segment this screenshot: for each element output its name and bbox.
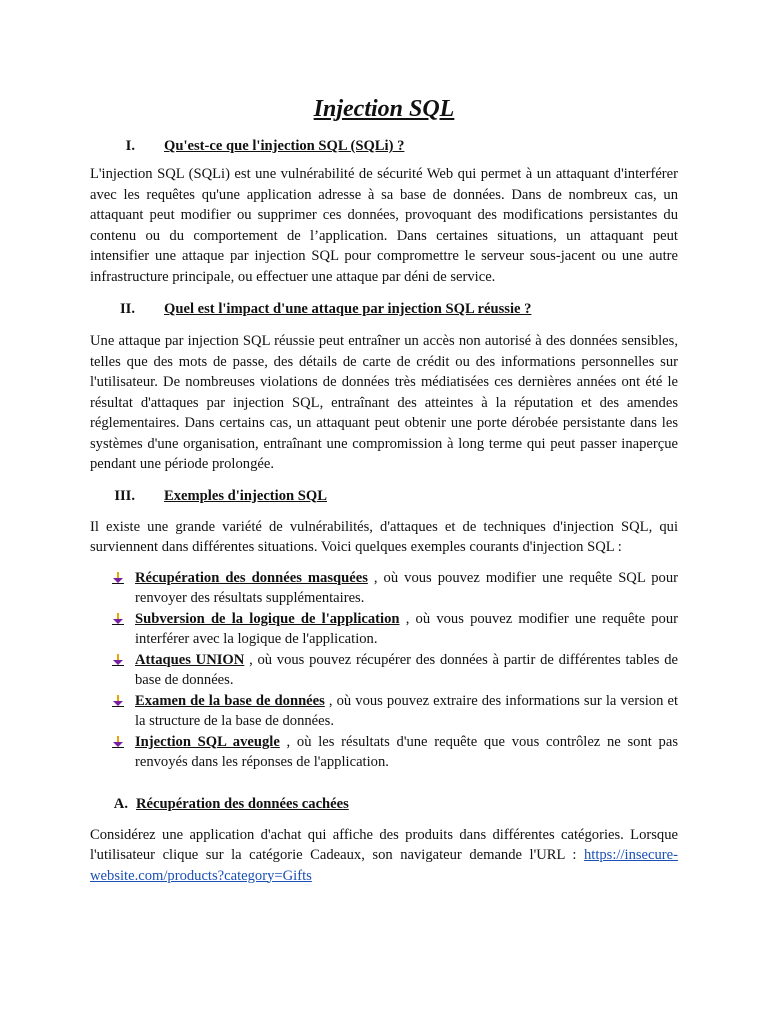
arrow-bullet-icon	[112, 654, 124, 666]
section-title: Récupération des données cachées	[136, 795, 349, 812]
example-url-link[interactable]: https://insecure-website.com/products?category=Gifts	[90, 847, 678, 884]
arrow-bullet-icon	[112, 613, 124, 625]
section-heading-a	[90, 794, 678, 814]
list-item-text: , où vous pouvez modifier une requête SQL pour renvoyer des résultats supplémentaires.	[135, 569, 678, 606]
list-item	[90, 650, 678, 691]
section-number: I.	[125, 138, 135, 154]
list-item-text: , où les résultats d'une requête que vous contrôlez ne sont pas renvoyés dans les réponses de l'application.	[135, 733, 679, 770]
list-item-text: , où vous pouvez récupérer des données à partir de différentes tables de base de données.	[135, 651, 678, 688]
paragraph-text: Considérez une application d'achat qui affiche des produits dans différentes catégories. Lorsque l'utilisateur clique sur la catégorie Cadeaux, son navigateur demande l'URL :	[90, 826, 678, 863]
arrow-bullet-icon	[112, 695, 124, 707]
arrow-bullet-icon	[112, 736, 124, 748]
section-title: Qu'est-ce que l'injection SQL (SQLi) ?	[164, 138, 405, 154]
list-item-term: Injection SQL aveugle	[135, 733, 280, 750]
list-item-text: , où vous pouvez modifier une requête pour interférer avec la logique de l'application.	[135, 610, 679, 647]
document-page	[90, 92, 678, 886]
list-item-term: Subversion de la logique de l'application	[135, 610, 400, 627]
list-item	[90, 609, 678, 650]
list-item-term: Récupération des données masquées	[135, 569, 368, 586]
page-title: Injection SQL	[313, 96, 455, 122]
section-paragraph-1: L'injection SQL (SQLi) est une vulnérabilité de sécurité Web qui permet à un attaquant d'interférer avec les requêtes qu'une application adresse à sa base de données. Dans de nombreux cas, un attaquant peut modifier ou supprimer ces données, provoquant des modifications persistantes du contenu ou du comportement de l’application. Dans certaines situations, un attaquant peut intensifier une attaque par injection SQL pour compromettre le serveur sous-jacent ou une autre infrastructure principale, ou effectuer une attaque par déni de service.	[90, 166, 678, 285]
arrow-bullet-icon	[112, 572, 124, 584]
examples-list	[90, 568, 678, 773]
section-title: Quel est l'impact d'une attaque par injection SQL réussie ?	[164, 301, 532, 317]
list-item	[90, 568, 678, 609]
section-title: Exemples d'injection SQL	[164, 487, 327, 504]
list-item	[90, 691, 678, 732]
section-paragraph-2: Une attaque par injection SQL réussie peut entraîner un accès non autorisé à des données sensibles, telles que des mots de passe, des détails de carte de crédit ou des informations personnelles sur l'utilisateur. De nombreuses violations de données très médiatisées ces dernières années ont été le résultat d'attaques par injection SQL, entraînant des atteintes à la réputation et des amendes réglementaires. Dans certains cas, un attaquant peut obtenir une porte dérobée persistante dans les systèmes d'une organisation, entraînant une compromission à long terme qui peut passer inaperçue pendant une période prolongée.	[90, 333, 678, 472]
section-paragraph-a	[90, 825, 678, 887]
section-number: III.	[114, 487, 135, 504]
section-paragraph-3: Il existe une grande variété de vulnérabilités, d'attaques et de techniques d'injection SQL, qui surviennent dans différentes situations. Voici quelques exemples courants d'injection SQL :	[90, 518, 678, 555]
list-item-text: , où vous pouvez extraire des informations sur la version et la structure de la base de données.	[135, 692, 678, 729]
section-heading-1	[90, 136, 678, 156]
list-item-term: Attaques UNION	[135, 651, 245, 668]
section-heading-2	[90, 299, 678, 319]
section-number: II.	[119, 301, 135, 317]
section-heading-3	[90, 486, 678, 506]
list-item-term: Examen de la base de données	[135, 692, 325, 709]
list-item	[90, 732, 678, 773]
section-number: A.	[113, 795, 128, 812]
